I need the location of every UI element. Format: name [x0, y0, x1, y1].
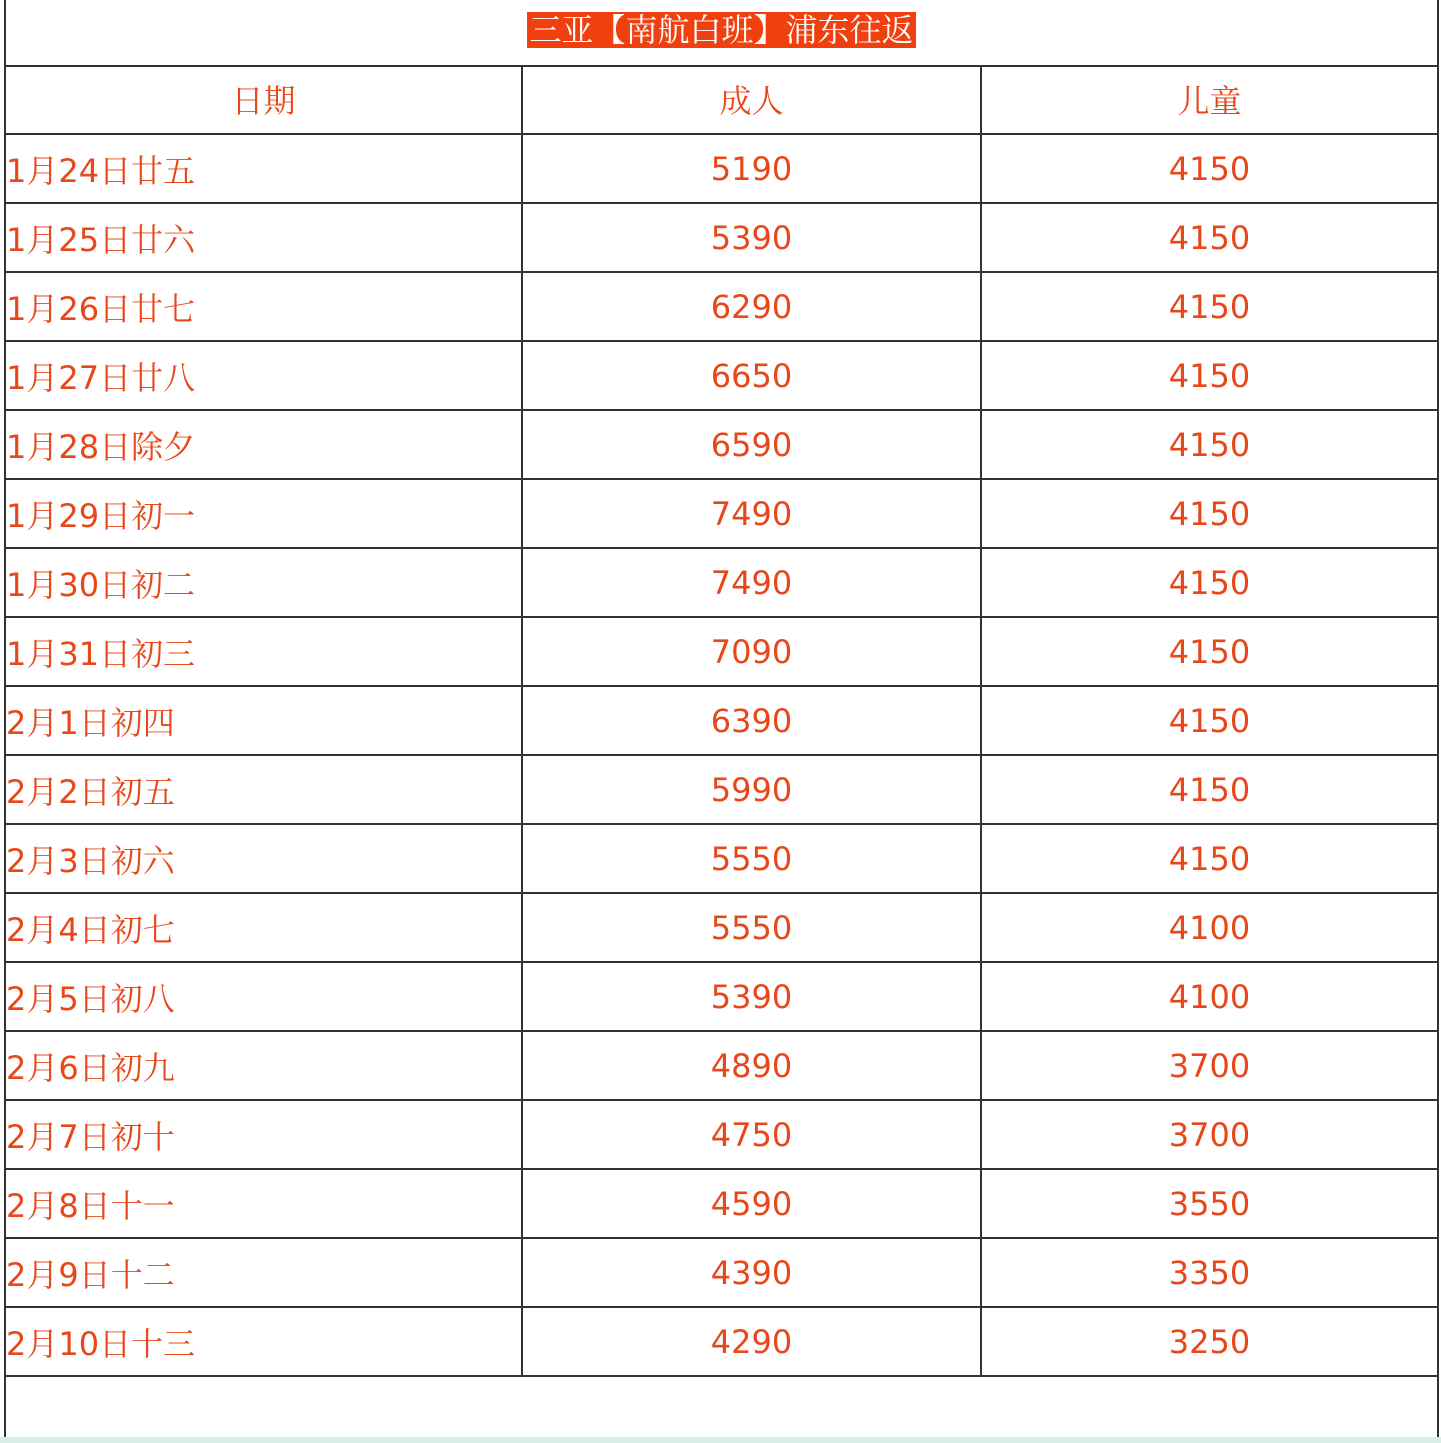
child-price-cell: 3700: [981, 1100, 1437, 1169]
child-price-cell: 3250: [981, 1307, 1437, 1376]
adult-price-cell: 4390: [522, 1238, 981, 1307]
header-adult: 成人: [522, 65, 981, 134]
child-price-cell: 4150: [981, 617, 1437, 686]
adult-price-cell: 5390: [522, 203, 981, 272]
child-price-cell: 4150: [981, 686, 1437, 755]
adult-price-cell: 5990: [522, 755, 981, 824]
adult-price-cell: 5390: [522, 962, 981, 1031]
table-row: [6, 1100, 1437, 1169]
child-price-cell: 4100: [981, 962, 1437, 1031]
adult-price-cell: 5550: [522, 893, 981, 962]
child-price-cell: 4150: [981, 755, 1437, 824]
table-row: [6, 548, 1437, 617]
child-price-cell: 4100: [981, 893, 1437, 962]
date-cell: 1月25日廿六: [6, 203, 522, 272]
table-row: [6, 755, 1437, 824]
adult-price-cell: 7490: [522, 479, 981, 548]
header-row: [6, 65, 1437, 134]
adult-price-cell: 4290: [522, 1307, 981, 1376]
date-cell: 2月7日初十: [6, 1100, 522, 1169]
adult-price-cell: 6650: [522, 341, 981, 410]
child-price-cell: 4150: [981, 548, 1437, 617]
table-title: 三亚【南航白班】浦东往返: [529, 11, 914, 49]
table-row: [6, 1169, 1437, 1238]
adult-price-cell: 4590: [522, 1169, 981, 1238]
table-row: [6, 617, 1437, 686]
adult-price-cell: 7490: [522, 548, 981, 617]
price-table: [6, 65, 1437, 1377]
child-price-cell: 3350: [981, 1238, 1437, 1307]
child-price-cell: 3550: [981, 1169, 1437, 1238]
child-price-cell: 4150: [981, 272, 1437, 341]
table-row: [6, 1238, 1437, 1307]
adult-price-cell: 5550: [522, 824, 981, 893]
date-cell: 2月8日十一: [6, 1169, 522, 1238]
table-row: [6, 893, 1437, 962]
date-cell: 2月2日初五: [6, 755, 522, 824]
child-price-cell: 4150: [981, 410, 1437, 479]
adult-price-cell: 6590: [522, 410, 981, 479]
adult-price-cell: 4890: [522, 1031, 981, 1100]
table-row: [6, 134, 1437, 203]
child-price-cell: 4150: [981, 824, 1437, 893]
child-price-cell: 4150: [981, 341, 1437, 410]
table-row: [6, 272, 1437, 341]
adult-price-cell: 6390: [522, 686, 981, 755]
table-row: [6, 824, 1437, 893]
table-row: [6, 479, 1437, 548]
child-price-cell: 4150: [981, 479, 1437, 548]
table-body: [6, 134, 1437, 1376]
child-price-cell: 4150: [981, 134, 1437, 203]
table-row: [6, 410, 1437, 479]
date-cell: 1月26日廿七: [6, 272, 522, 341]
date-cell: 1月27日廿八: [6, 341, 522, 410]
table-row: [6, 203, 1437, 272]
adult-price-cell: 7090: [522, 617, 981, 686]
adult-price-cell: 4750: [522, 1100, 981, 1169]
adult-price-cell: 6290: [522, 272, 981, 341]
table-row: [6, 1031, 1437, 1100]
child-price-cell: 3700: [981, 1031, 1437, 1100]
child-price-cell: 4150: [981, 203, 1437, 272]
date-cell: 1月30日初二: [6, 548, 522, 617]
date-cell: 2月1日初四: [6, 686, 522, 755]
bottom-strip: [0, 1437, 1441, 1443]
header-date: 日期: [6, 65, 522, 134]
date-cell: 2月5日初八: [6, 962, 522, 1031]
date-cell: 1月28日除夕: [6, 410, 522, 479]
table-row: [6, 341, 1437, 410]
price-table-frame: [4, 0, 1439, 1443]
date-cell: 2月10日十三: [6, 1307, 522, 1376]
date-cell: 2月9日十二: [6, 1238, 522, 1307]
adult-price-cell: 5190: [522, 134, 981, 203]
table-title-row: [6, 0, 1437, 67]
table-row: [6, 1307, 1437, 1376]
date-cell: 1月29日初一: [6, 479, 522, 548]
date-cell: 2月4日初七: [6, 893, 522, 962]
table-row: [6, 962, 1437, 1031]
date-cell: 2月3日初六: [6, 824, 522, 893]
date-cell: 2月6日初九: [6, 1031, 522, 1100]
table-row: [6, 686, 1437, 755]
date-cell: 1月24日廿五: [6, 134, 522, 203]
date-cell: 1月31日初三: [6, 617, 522, 686]
header-child: 儿童: [981, 65, 1437, 134]
